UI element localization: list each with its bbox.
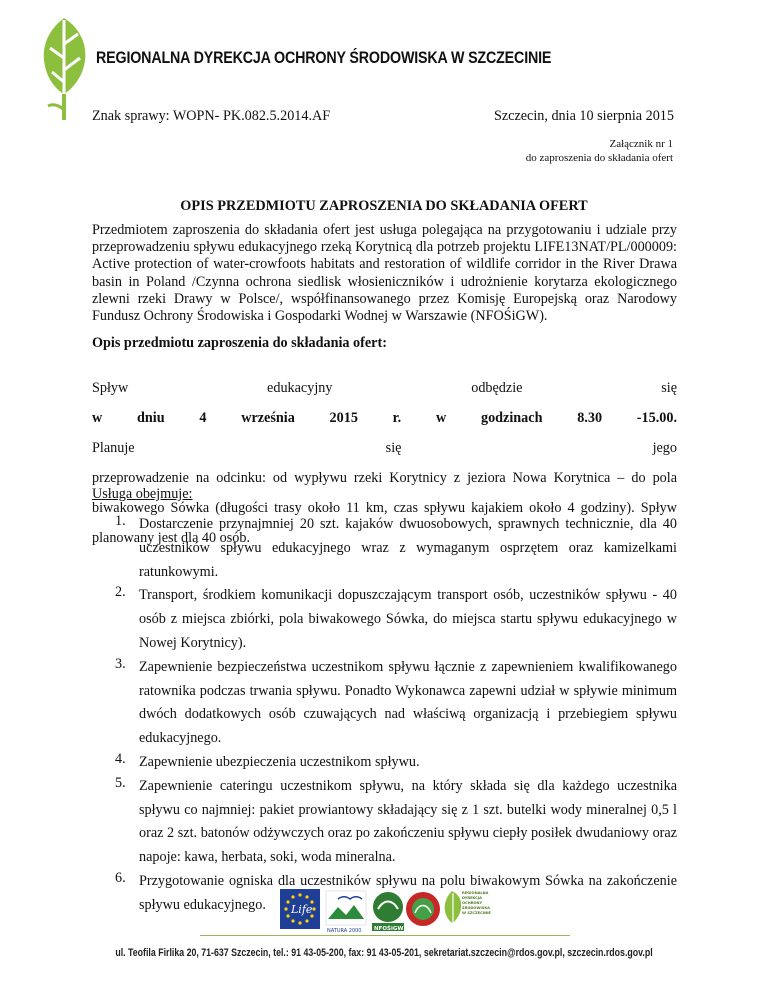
list-item-line: Transport, środkiem komunikacji dopuszczającym transport osób, uczestników spływu - 40 xyxy=(139,587,677,604)
list-item xyxy=(115,656,677,751)
intro-line: Active protection of water-crowfoots habitats and restoration of wildlife corridor in the River Drawa xyxy=(92,256,677,273)
intro-paragraph xyxy=(92,222,677,325)
intro-line: Fundusz Ochrony Środowiska i Gospodarki Wodnej w Warszawie (NFOŚiGW). xyxy=(92,308,548,325)
service-heading: Usługa obejmuje: xyxy=(92,486,193,502)
list-item-line: oraz 2 szt. batonów odżywczych oraz po zakończeniu spływu ciepły posiłek dwudaniowy oraz xyxy=(139,825,677,842)
svg-text:DYREKCJA: DYREKCJA xyxy=(462,896,482,900)
list-item-line: ratunkowymi. xyxy=(139,563,219,580)
list-item-number: 2. xyxy=(115,584,126,601)
list-item-line: Dostarczenie przynajmniej 20 szt. kajaków dwuosobowych, sprawnych technicznie, dla 40 xyxy=(139,516,677,532)
case-reference: Znak sprawy: WOPN- PK.082.5.2014.AF xyxy=(92,108,331,124)
intro-line: Przedmiotem zaproszenia do składania ofert jest usługa polegająca na przygotowaniu i udziale przy xyxy=(92,222,677,238)
intro-line: przeprowadzeniu spływu edukacyjnego rzeką Korytnicą dla potrzeb projektu LIFE13NAT/PL/000009: xyxy=(92,239,677,256)
list-item-line: spływu edukacyjnego. xyxy=(139,896,266,913)
list-item-line: spływu co najmniej: pakiet prowiantowy składający się z 1 szt. butelki wody mineralnej 0,5 l xyxy=(139,801,677,818)
section-subheading: Opis przedmiotu zaproszenia do składania ofert: xyxy=(92,335,387,351)
list-item xyxy=(115,584,677,655)
list-item-line: Zapewnienie cateringu uczestnikom spływu, na który składa się dla każdego uczestnika xyxy=(139,777,677,794)
list-item xyxy=(115,775,677,870)
list-item xyxy=(115,751,677,775)
document-title: OPIS PRZEDMIOTU ZAPROSZENIA DO SKŁADANIA OFERT xyxy=(180,198,588,214)
event-intro-text: Spływ edukacyjny odbędzie się xyxy=(92,380,677,396)
list-item-line: Przygotowanie ogniska dla uczestników spływu na polu biwakowym Sówka na zakończenie xyxy=(139,872,677,889)
event-line: przeprowadzenie na odcinku: od wypływu rzeki Korytnicy z jeziora Nowa Korytnica – do pola xyxy=(92,470,677,486)
attachment-number: Załącznik nr 1 xyxy=(609,138,673,150)
list-item-number: 5. xyxy=(115,774,126,791)
svg-text:Life: Life xyxy=(291,903,313,916)
list-item-line: uczestników spływu edukacyjnego wraz z wymaganym osprzętem oraz kamizelkami xyxy=(139,539,677,556)
nfosigw-logo-icon xyxy=(372,892,404,932)
footer-divider xyxy=(200,935,570,936)
eu-life-logo-icon xyxy=(280,889,320,929)
attachment-description: do zaproszenia do składania ofert xyxy=(525,152,673,164)
list-item-number: 6. xyxy=(115,869,126,886)
intro-line: zlewni rzeki Drawy w Polsce/, współfinansowanego przez Komisję Europejską oraz Narodowy xyxy=(92,290,677,307)
list-item-line: ratownika podczas trwania spływu. Ponadto Wykonawca zapewni udział w spływie minimum xyxy=(139,682,677,699)
list-item-line: dwóch dodatkowych osób czuwających nad właściwą organizacją i przebiegiem spływu xyxy=(139,706,677,723)
intro-line: basin in Poland /Czynna ochrona siedlisk włosieniczników i udrożnienie korytarza ekologicznego xyxy=(92,273,677,290)
footer-logos xyxy=(280,885,491,935)
event-line: biwakowego Sówka (długości trasy około 11 km, czas spływu kajakiem około 4 godziny). Spływ xyxy=(92,500,677,516)
event-line: planowany jest dla 40 osób. xyxy=(92,530,251,546)
svg-text:W SZCZECINIE: W SZCZECINIE xyxy=(462,911,491,915)
list-item-line: Zapewnienie bezpieczeństwa uczestnikom spływu łącznie z zapewnieniem kwalifikowanego xyxy=(139,658,677,675)
event-intro-tail: Planuje się jego xyxy=(92,440,677,456)
list-item xyxy=(115,513,677,584)
svg-text:NFOŚiGW: NFOŚiGW xyxy=(374,926,404,932)
svg-text:NATURA 2000: NATURA 2000 xyxy=(327,928,362,934)
rdos-leaf-logo-icon xyxy=(34,14,92,122)
list-item-number: 1. xyxy=(115,513,126,529)
document-date: Szczecin, dnia 10 sierpnia 2015 xyxy=(493,108,674,124)
list-item-number: 3. xyxy=(115,655,126,672)
event-date-bold: w dniu 4 września 2015 r. w godzinach 8.30 -15.00. xyxy=(92,410,677,426)
organization-name: REGIONALNA DYREKCJA OCHRONY ŚRODOWISKA W SZCZECINIE xyxy=(96,48,552,67)
list-item-line: napoje: kawa, herbata, soki, woda mineralna. xyxy=(139,849,396,866)
rdos-small-logo-icon xyxy=(445,891,492,929)
list-item-line: osób z miejsca zbiórki, pola biwakowego Sówka, do miejsca startu spływu edukacyjnego w xyxy=(139,611,677,628)
natura-2000-logo-icon xyxy=(326,891,366,934)
service-list xyxy=(115,513,677,918)
svg-text:OCHRONY: OCHRONY xyxy=(462,901,483,905)
svg-text:REGIONALNA: REGIONALNA xyxy=(462,891,489,895)
footer-address: ul. Teofila Firlika 20, 71-637 Szczecin, tel.: 91 43-05-200, fax: 91 43-05-201, sekretariat.szczecin@rdos.gov.pl, szczecin.rdos.gov.pl xyxy=(115,947,653,959)
list-item-line: edukacyjnego. xyxy=(139,730,222,747)
svg-text:ŚRODOWISKA: ŚRODOWISKA xyxy=(462,906,490,910)
nature-emblem-logo-icon xyxy=(406,892,440,926)
list-item-line: Nowej Korytnicy). xyxy=(139,634,247,651)
event-line xyxy=(92,373,677,463)
list-item-line: Zapewnienie ubezpieczenia uczestnikom spływu. xyxy=(139,753,420,770)
list-item-number: 4. xyxy=(115,750,126,767)
